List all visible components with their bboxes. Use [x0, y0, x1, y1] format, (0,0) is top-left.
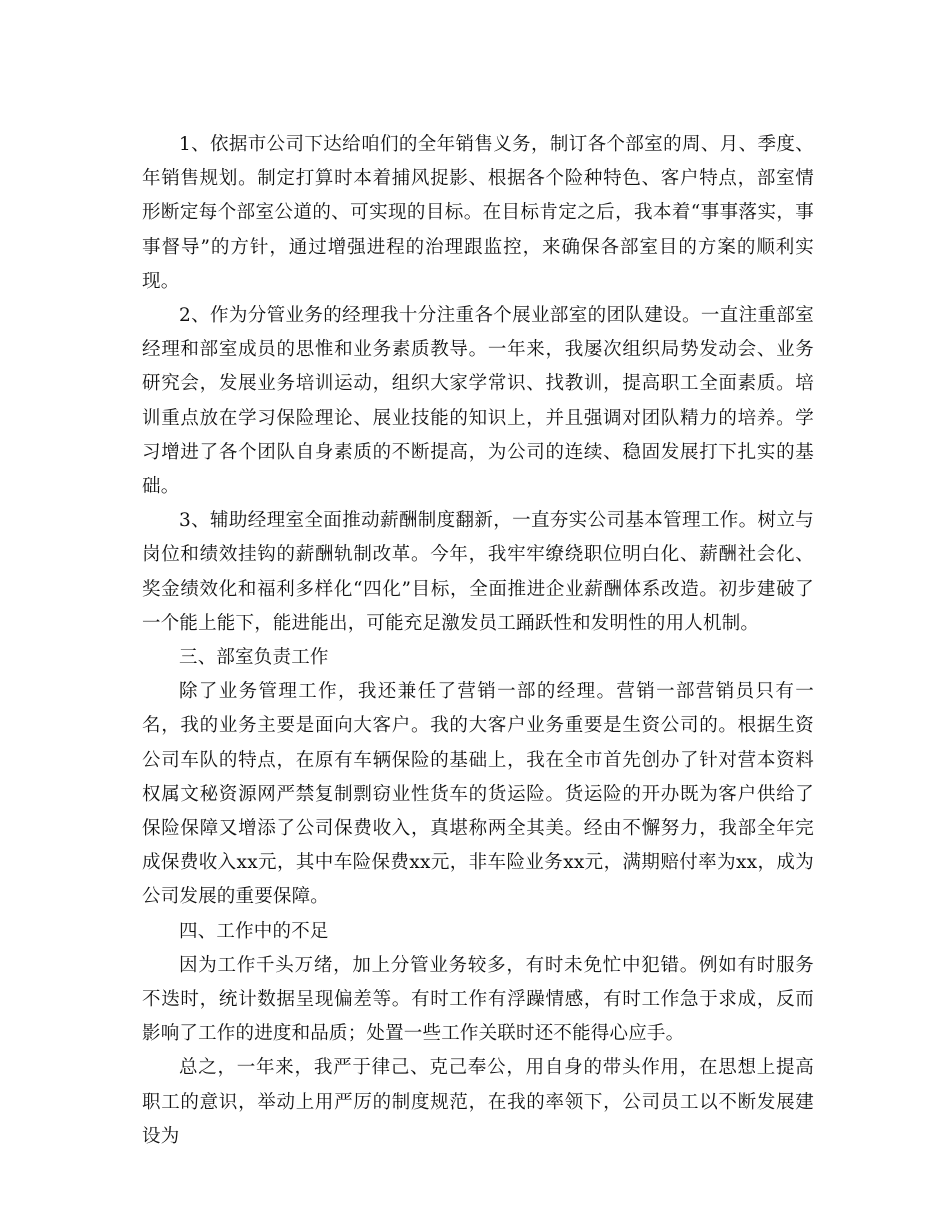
- section-heading-shortcomings: 四、工作中的不足: [179, 920, 329, 942]
- document-body: [142, 128, 814, 1154]
- paragraph-team-building: 2、作为分管业务的经理我十分注重各个展业部室的团队建设。一直注重部室经理和部室成员的思惟和业务素质教导。一年来，我屡次组织局势发动会、业务研究会，发展业务培训运动，组织大家学常识、找教训，提高职工全面素质。培训重点放在学习保险理论、展业技能的知识上，并且强调对团队精力的培养。学习增进了各个团队自身素质的不断提高，为公司的连续、稳固发展打下扎实的基础。: [142, 305, 814, 498]
- paragraph-shortcomings: 因为工作千头万绪，加上分管业务较多，有时未免忙中犯错。例如有时服务不迭时，统计数据呈现偏差等。有时工作有浮躁情感，有时工作急于求成，反而影响了工作的进度和品质；处置一些工作关联时还不能得心应手。: [142, 954, 814, 1045]
- paragraph-salary-reform: 3、辅助经理室全面推动薪酬制度翻新，一直夯实公司基本管理工作。树立与岗位和绩效挂钩的薪酬轨制改革。今年，我牢牢缭绕职位明白化、薪酬社会化、奖金绩效化和福利多样化“四化”目标，全面推进企业薪酬体系改造。初步建破了一个能上能下，能进能出，可能充足激发员工踊跃性和发明性的用人机制。: [142, 510, 814, 634]
- section-heading-department-work: 三、部室负责工作: [179, 647, 329, 669]
- paragraph-summary: 总之，一年来，我严于律己、克己奉公，用自身的带头作用，在思想上提高职工的意识，举动上用严厉的制度规范，在我的率领下，公司员工以不断发展建设为: [142, 1057, 814, 1147]
- paragraph-sales-planning: 1、依据市公司下达给咱们的全年销售义务，制订各个部室的周、月、季度、年销售规划。制定打算时本着捕风捉影、根据各个险种特色、客户特点，部室情形断定每个部室公道的、可实现的目标。在目标肯定之后，我本着“事事落实，事事督导”的方针，通过增强进程的治理跟监控，来确保各部室目的方案的顺利实现。: [142, 134, 814, 292]
- paragraph-department-work: 除了业务管理工作，我还兼任了营销一部的经理。营销一部营销员只有一名，我的业务主要是面向大客户。我的大客户业务重要是生资公司的。根据生资公司车队的特点，在原有车辆保险的基础上，我在全市首先创办了针对营本资料权属文秘资源网严禁复制剽窃业性货车的货运险。货运险的开办既为客户供给了保险保障又增添了公司保费收入，真堪称两全其美。经由不懈努力，我部全年完成保费收入xx元，其中车险保费xx元，非车险业务xx元，满期赔付率为xx，成为公司发展的重要保障。: [142, 681, 814, 908]
